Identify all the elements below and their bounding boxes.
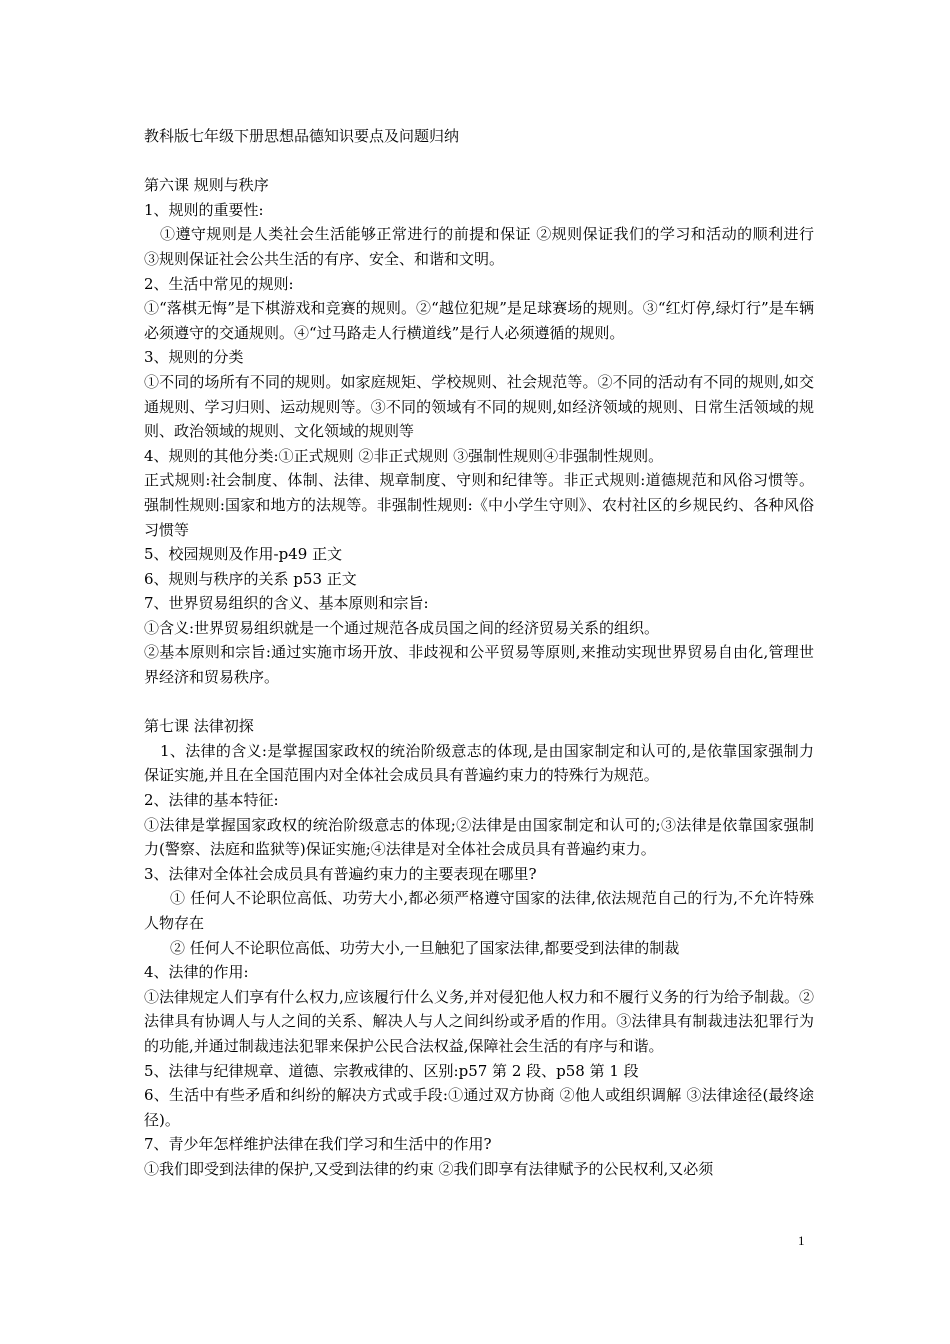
lesson7-line: ① 任何人不论职位高低、功劳大小,都必须严格遵守国家的法律,依法规范自己的行为,不允许特殊人物存在 <box>144 889 814 932</box>
lesson6-line: 正式规则:社会制度、体制、法律、规章制度、守则和纪律等。非正式规则:道德规范和风俗习惯等。强制性规则:国家和地方的法规等。非强制性规则:《中小学生守则》、农村社区的乡规民约、各种风俗习惯等 <box>144 471 814 539</box>
lesson6-line: ①不同的场所有不同的规则。如家庭规矩、学校规则、社会规范等。②不同的活动有不同的规则,如交通规则、学习归则、运动规则等。③不同的领域有不同的规则,如经济领域的规则、日常生活领域的规则、政治领域的规则、文化领域的规则等 <box>144 372 814 441</box>
lesson6-line: 6、规则与秩序的关系 p53 正文 <box>144 569 357 588</box>
lesson6-line: ①遵守规则是人类社会生活能够正常进行的前提和保证 ②规则保证我们的学习和活动的顺利进行 ③规则保证社会公共生活的有序、安全、和谐和文明。 <box>144 225 814 268</box>
lesson7-line: ② 任何人不论职位高低、功劳大小,一旦触犯了国家法律,都要受到法律的制裁 <box>170 938 680 957</box>
lesson7-heading: 第七课 法律初探 <box>144 717 254 736</box>
lesson6-line: 4、规则的其他分类:①正式规则 ②非正式规则 ③强制性规则④非强制性规则。 <box>144 446 664 465</box>
lesson6-line: ①含义:世界贸易组织就是一个通过规范各成员国之间的经济贸易关系的组织。 <box>144 618 660 637</box>
lesson7-line: ①法律是掌握国家政权的统治阶级意志的体现;②法律是由国家制定和认可的;③法律是依靠国家强制力(警察、法庭和监狱等)保证实施;④法律是对全体社会成员具有普遍约束力。 <box>144 815 814 859</box>
lesson6-line: ②基本原则和宗旨:通过实施市场开放、非歧视和公平贸易等原则,来推动实现世界贸易自由化,管理世界经济和贸易秩序。 <box>144 643 814 687</box>
lesson6-line: 2、生活中常见的规则: <box>144 274 294 293</box>
page-number: 1 <box>798 1233 805 1248</box>
lesson7-line: 5、法律与纪律规章、道德、宗教戒律的、区别:p57 第 2 段、p58 第 1 段 <box>144 1061 639 1080</box>
lesson7-line: 6、生活中有些矛盾和纠纷的解决方式或手段:①通过双方协商 ②他人或组织调解 ③法律途径(最终途径)。 <box>144 1086 814 1129</box>
lesson7-line: 3、法律对全体社会成员具有普遍约束力的主要表现在哪里? <box>144 864 537 883</box>
lesson7-line: ①法律规定人们享有什么权力,应该履行什么义务,并对侵犯他人权力和不履行义务的行为给予制裁。②法律具有协调人与人之间的关系、解决人与人之间纠纷或矛盾的作用。③法律具有制裁违法犯罪行为的功能,并通过制裁违法犯罪来保护公民合法权益,保障社会生活的有序与和谐。 <box>144 987 814 1055</box>
lesson7-line: 1、法律的含义:是掌握国家政权的统治阶级意志的体现,是由国家制定和认可的,是依靠国家强制力保证实施,并且在全国范围内对全体社会成员具有普遍约束力的特殊行为规范。 <box>144 741 814 785</box>
lesson7-line: 4、法律的作用: <box>144 963 249 982</box>
lesson6-line: ①“落棋无悔”是下棋游戏和竞赛的规则。②“越位犯规”是足球赛场的规则。③“红灯停,绿灯行”是车辆必须遵守的交通规则。④“过马路走人行横道线”是行人必须遵循的规则。 <box>144 299 814 342</box>
lesson6-heading: 第六课 规则与秩序 <box>144 176 269 195</box>
document-title: 教科版七年级下册思想品德知识要点及问题归纳 <box>144 127 460 145</box>
document-body <box>144 124 814 1182</box>
lesson6-line: 5、校园规则及作用-p49 正文 <box>144 545 343 564</box>
lesson7-line: ①我们即受到法律的保护,又受到法律的约束 ②我们即享有法律赋予的公民权利,又必须 <box>144 1159 714 1178</box>
lesson6-line: 7、世界贸易组织的含义、基本原则和宗旨: <box>144 594 429 613</box>
lesson7-line: 7、青少年怎样维护法律在我们学习和生活中的作用? <box>144 1135 492 1154</box>
section-gap <box>144 690 814 715</box>
lesson7-line: 2、法律的基本特征: <box>144 791 279 810</box>
lesson6-line: 1、规则的重要性: <box>144 200 264 219</box>
lesson6-line: 3、规则的分类 <box>144 348 244 367</box>
